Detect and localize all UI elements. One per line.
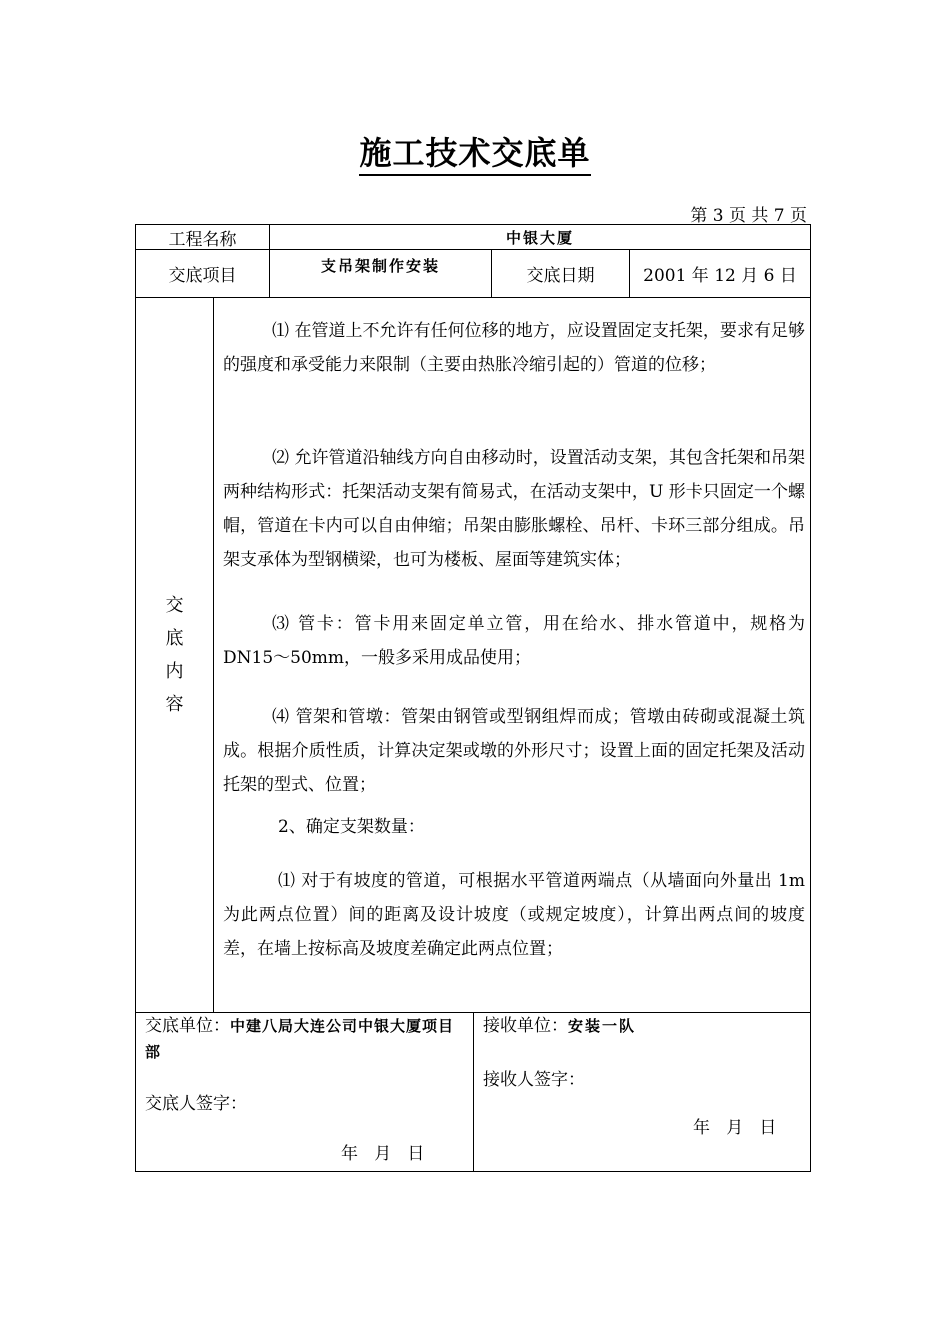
content-paragraph (223, 441, 805, 577)
receiver-unit-label: 接收单位： (483, 1016, 568, 1036)
issuer-signature-label: 交底人签字： (145, 1094, 247, 1114)
content-label-char: 交 (165, 595, 184, 616)
content-paragraph (223, 810, 805, 844)
paragraph-pipe-rack: ⑷ 管架和管墩：管架由钢管或型钢组焊而成；管墩由砖砌或混凝土筑成。根据介质性质，计算决定架或墩的外形尺寸；设置上面的固定托架及活动托架的型式、位置； (223, 707, 805, 795)
content-paragraph (223, 607, 805, 675)
paragraph-sliding-support: ⑵ 允许管道沿轴线方向自由移动时，设置活动支架，其包含托架和吊架两种结构形式：托架活动支架有简易式，在活动支架中，U 形卡只固定一个螺帽，管道在卡内可以自由伸缩；吊架由膨胀螺栓、吊杆、卡环三部分组成。吊架支承体为型钢横梁，也可为楼板、屋面等建筑实体； (223, 448, 805, 570)
content-label-char: 底 (165, 628, 184, 649)
receiver-unit-value: 安装一队 (568, 1017, 637, 1035)
row-divider-2 (136, 297, 810, 298)
issuer-unit-label: 交底单位： (145, 1016, 230, 1036)
content-paragraph (223, 864, 805, 966)
handover-sheet (135, 224, 811, 1172)
receiver-signature-label: 接收人签字： (483, 1070, 585, 1090)
receiver-date: 年 月 日 (693, 1118, 777, 1138)
content-label (136, 298, 213, 1012)
project-name-value: 中银大厦 (505, 228, 574, 247)
issuer-date: 年 月 日 (341, 1144, 425, 1164)
document-title: 施工技术交底单 (0, 128, 950, 174)
issuer-unit (145, 1013, 467, 1065)
content-label-char: 内 (165, 661, 184, 682)
paragraph-slope-pipe: ⑴ 对于有坡度的管道，可根据水平管道两端点（从墙面向外量出 1m 为此两点位置）间的距离及设计坡度（或规定坡度），计算出两点间的坡度差，在墙上按标高及坡度差确定此两点位置； (223, 871, 805, 959)
paragraph-pipe-clamp: ⑶ 管卡：管卡用来固定单立管，用在给水、排水管道中，规格为 DN15～50mm，一般多采用成品使用； (223, 614, 805, 668)
issuer-unit-value: 中建八局大连公司中银大厦项目部 (145, 1017, 455, 1061)
project-name-label: 工程名称 (168, 229, 237, 250)
col-divider-footer (473, 1012, 474, 1172)
handover-item-label: 交底项目 (168, 266, 237, 286)
handover-date-value: 2001 年 12 月 6 日 (643, 266, 797, 286)
handover-item-value: 支吊架制作安装 (320, 256, 440, 275)
col-divider-content (213, 297, 214, 1012)
content-paragraph (223, 700, 805, 802)
handover-date-label: 交底日期 (526, 266, 595, 286)
receiver-unit (483, 1013, 803, 1039)
content-label-char: 容 (165, 694, 184, 715)
page-info: 第 3 页 共 7 页 (690, 206, 807, 226)
paragraph-support-count: 2、确定支架数量： (278, 817, 425, 837)
content-paragraph (223, 314, 805, 382)
paragraph-fixed-support: ⑴ 在管道上不允许有任何位移的地方，应设置固定支托架，要求有足够的强度和承受能力来限制（主要由热胀冷缩引起的）管道的位移； (223, 321, 805, 375)
